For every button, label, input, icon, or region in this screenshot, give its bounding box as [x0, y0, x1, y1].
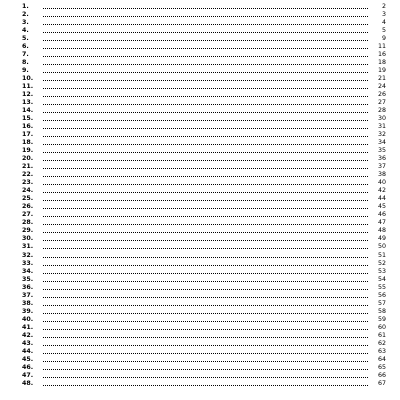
toc-row-dot-leader: [43, 297, 368, 298]
toc-row-title: [40, 99, 42, 107]
toc-row-page-number: 65: [377, 363, 386, 371]
toc-row-number: 35.: [22, 275, 34, 283]
toc-row-dot-leader: [43, 385, 368, 386]
toc-row-dot-leader: [43, 337, 368, 338]
toc-row: [22, 276, 386, 284]
toc-row-dot-leader: [43, 273, 368, 274]
toc-row-title: [40, 139, 42, 147]
toc-row-title: [40, 348, 42, 356]
toc-row-page-number: 37: [377, 163, 386, 171]
toc-row-title: [40, 308, 42, 316]
toc-row: [22, 171, 386, 179]
toc-row: [22, 219, 386, 227]
toc-row-page-number: 57: [377, 299, 386, 307]
toc-row: [22, 284, 386, 292]
toc-row-page-number: 63: [377, 347, 386, 355]
toc-row: [22, 179, 386, 187]
toc-row-page-number: 45: [377, 203, 386, 211]
toc-row-title: [40, 11, 42, 19]
toc-row-number: 34.: [22, 267, 34, 275]
toc-row-number: 1.: [22, 3, 29, 11]
toc-row-page-number: 5: [381, 27, 386, 35]
toc-row-page-number: 62: [377, 339, 386, 347]
toc-row-dot-leader: [43, 24, 368, 25]
toc-row-number: 46.: [22, 363, 34, 371]
toc-row-number: 16.: [22, 123, 34, 131]
toc-row-page-number: 53: [377, 267, 386, 275]
toc-row-dot-leader: [43, 8, 368, 9]
toc-row-dot-leader: [43, 216, 368, 217]
toc-row-title: [40, 35, 42, 43]
toc-row-dot-leader: [43, 48, 368, 49]
toc-row-title: [40, 332, 42, 340]
toc-row-dot-leader: [43, 120, 368, 121]
toc-row-title: [40, 179, 42, 187]
toc-row: [22, 316, 386, 324]
toc-row-number: 7.: [22, 51, 29, 59]
toc-row: [22, 324, 386, 332]
toc-row-dot-leader: [43, 192, 368, 193]
toc-row-page-number: 48: [377, 227, 386, 235]
toc-row-title: [40, 268, 42, 276]
toc-row-dot-leader: [43, 176, 368, 177]
toc-row-dot-leader: [43, 128, 368, 129]
toc-row-page-number: 27: [377, 99, 386, 107]
toc-row-number: 47.: [22, 371, 34, 379]
toc-row-page-number: 24: [377, 83, 386, 91]
toc-row-title: [40, 252, 42, 260]
toc-row: [22, 372, 386, 380]
toc-row-page-number: 46: [377, 211, 386, 219]
toc-row-dot-leader: [43, 64, 368, 65]
toc-row-dot-leader: [43, 56, 368, 57]
toc-row-number: 19.: [22, 147, 34, 155]
toc-row: [22, 99, 386, 107]
toc-row-number: 10.: [22, 75, 34, 83]
toc-row-number: 23.: [22, 179, 34, 187]
toc-row-dot-leader: [43, 168, 368, 169]
toc-row-dot-leader: [43, 40, 368, 41]
toc-row-number: 12.: [22, 91, 34, 99]
toc-row: [22, 300, 386, 308]
toc-row: [22, 3, 386, 11]
toc-row-title: [40, 107, 42, 115]
toc-row-number: 13.: [22, 99, 34, 107]
toc-row-page-number: 4: [381, 19, 386, 27]
toc-row-number: 4.: [22, 27, 29, 35]
toc-row-number: 8.: [22, 59, 29, 67]
toc-row-title: [40, 19, 42, 27]
toc-row-dot-leader: [43, 281, 368, 282]
toc-row-page-number: 49: [377, 235, 386, 243]
toc-row-title: [40, 219, 42, 227]
toc-row-title: [40, 27, 42, 35]
toc-row: [22, 67, 386, 75]
toc-row-number: 44.: [22, 347, 34, 355]
toc-row-number: 11.: [22, 83, 34, 91]
toc-row-dot-leader: [43, 72, 368, 73]
toc-row: [22, 203, 386, 211]
toc-row-number: 32.: [22, 251, 34, 259]
toc-row-number: 30.: [22, 235, 34, 243]
toc-row-title: [40, 115, 42, 123]
toc-row-number: 31.: [22, 243, 34, 251]
toc-row-title: [40, 300, 42, 308]
toc-row-title: [40, 276, 42, 284]
toc-row-number: 14.: [22, 107, 34, 115]
toc-row-number: 42.: [22, 331, 34, 339]
toc-row-number: 24.: [22, 187, 34, 195]
toc-row-page-number: 21: [377, 75, 386, 83]
toc-row-number: 41.: [22, 323, 34, 331]
toc-row-dot-leader: [43, 32, 368, 33]
toc-row-title: [40, 147, 42, 155]
toc-row-title: [40, 243, 42, 251]
toc-row: [22, 380, 386, 388]
toc-row-number: 45.: [22, 355, 34, 363]
toc-row: [22, 292, 386, 300]
toc-row-title: [40, 171, 42, 179]
toc-row-dot-leader: [43, 361, 368, 362]
toc-row-title: [40, 163, 42, 171]
toc-row-page-number: 67: [377, 379, 386, 387]
toc-row-title: [40, 43, 42, 51]
toc-row: [22, 27, 386, 35]
toc-row: [22, 268, 386, 276]
toc-row-title: [40, 203, 42, 211]
toc-row-title: [40, 316, 42, 324]
toc-row-number: 36.: [22, 283, 34, 291]
toc-row-number: 5.: [22, 35, 29, 43]
toc-row-page-number: 3: [381, 11, 386, 19]
toc-row-dot-leader: [43, 200, 368, 201]
toc-row-title: [40, 292, 42, 300]
toc-row: [22, 187, 386, 195]
toc-row-page-number: 36: [377, 155, 386, 163]
toc-row-page-number: 35: [377, 147, 386, 155]
toc-row-title: [40, 195, 42, 203]
toc-row-number: 3.: [22, 19, 29, 27]
toc-row-dot-leader: [43, 104, 368, 105]
toc-row: [22, 364, 386, 372]
toc-row-number: 18.: [22, 139, 34, 147]
toc-row-number: 26.: [22, 203, 34, 211]
toc-row-title: [40, 364, 42, 372]
toc-row-page-number: 9: [381, 35, 386, 43]
toc-row-title: [40, 227, 42, 235]
toc-row-title: [40, 155, 42, 163]
toc-row-number: 40.: [22, 315, 34, 323]
toc-row-page-number: 44: [377, 195, 386, 203]
toc-row-number: 38.: [22, 299, 34, 307]
toc-row-dot-leader: [43, 289, 368, 290]
toc-row: [22, 227, 386, 235]
toc-row: [22, 91, 386, 99]
toc-row: [22, 139, 386, 147]
toc-row-dot-leader: [43, 80, 368, 81]
toc-row-dot-leader: [43, 160, 368, 161]
toc-row-page-number: 60: [377, 323, 386, 331]
toc-row-title: [40, 123, 42, 131]
toc-row: [22, 332, 386, 340]
toc-row-page-number: 19: [377, 67, 386, 75]
toc-row-dot-leader: [43, 329, 368, 330]
toc-row: [22, 123, 386, 131]
toc-row-dot-leader: [43, 377, 368, 378]
toc-row-page-number: 52: [377, 259, 386, 267]
toc-row-title: [40, 380, 42, 388]
toc-row: [22, 340, 386, 348]
toc-row-title: [40, 51, 42, 59]
toc-row-page-number: 54: [377, 275, 386, 283]
toc-row-title: [40, 83, 42, 91]
toc-row-dot-leader: [43, 240, 368, 241]
toc-row: [22, 260, 386, 268]
toc-row: [22, 155, 386, 163]
toc-row-number: 29.: [22, 227, 34, 235]
toc-row-page-number: 18: [377, 59, 386, 67]
toc-row-page-number: 42: [377, 187, 386, 195]
toc-row: [22, 147, 386, 155]
toc-row-number: 33.: [22, 259, 34, 267]
toc-row-page-number: 26: [377, 91, 386, 99]
toc-row-page-number: 31: [377, 123, 386, 131]
toc-row-dot-leader: [43, 88, 368, 89]
toc-row-dot-leader: [43, 321, 368, 322]
toc-row: [22, 348, 386, 356]
toc-list: [22, 3, 386, 388]
toc-row: [22, 107, 386, 115]
toc-row: [22, 35, 386, 43]
toc-row-number: 37.: [22, 291, 34, 299]
toc-row-title: [40, 187, 42, 195]
toc-row: [22, 43, 386, 51]
toc-row-dot-leader: [43, 313, 368, 314]
toc-row-dot-leader: [43, 248, 368, 249]
toc-row: [22, 235, 386, 243]
toc-row-title: [40, 284, 42, 292]
toc-row-page-number: 11: [377, 43, 386, 51]
toc-row-title: [40, 260, 42, 268]
toc-row-dot-leader: [43, 345, 368, 346]
toc-row-page-number: 32: [377, 131, 386, 139]
toc-row-page-number: 16: [377, 51, 386, 59]
toc-row-dot-leader: [43, 16, 368, 17]
toc-row-page-number: 59: [377, 315, 386, 323]
toc-row-dot-leader: [43, 353, 368, 354]
toc-row-dot-leader: [43, 257, 368, 258]
toc-row-number: 43.: [22, 339, 34, 347]
toc-row: [22, 19, 386, 27]
toc-row-page-number: 40: [377, 179, 386, 187]
toc-row-title: [40, 211, 42, 219]
toc-row-page-number: 38: [377, 171, 386, 179]
toc-row-number: 17.: [22, 131, 34, 139]
toc-row-title: [40, 340, 42, 348]
toc-row-number: 22.: [22, 171, 34, 179]
toc-row-dot-leader: [43, 224, 368, 225]
toc-row-page-number: 28: [377, 107, 386, 115]
toc-row-page-number: 50: [377, 243, 386, 251]
toc-row-number: 20.: [22, 155, 34, 163]
toc-row-page-number: 47: [377, 219, 386, 227]
toc-row-number: 21.: [22, 163, 34, 171]
toc-row-title: [40, 3, 42, 11]
toc-row: [22, 59, 386, 67]
toc-row: [22, 83, 386, 91]
toc-row-number: 9.: [22, 67, 29, 75]
toc-row-title: [40, 67, 42, 75]
toc-row-dot-leader: [43, 152, 368, 153]
toc-row-title: [40, 59, 42, 67]
toc-row-title: [40, 75, 42, 83]
toc-row: [22, 163, 386, 171]
toc-row-number: 27.: [22, 211, 34, 219]
toc-row-number: 2.: [22, 11, 29, 19]
toc-row: [22, 308, 386, 316]
toc-row: [22, 243, 386, 251]
toc-row-dot-leader: [43, 136, 368, 137]
toc-row-title: [40, 131, 42, 139]
toc-row: [22, 251, 386, 259]
toc-row-page-number: 56: [377, 291, 386, 299]
toc-row-number: 15.: [22, 115, 34, 123]
toc-row: [22, 11, 386, 19]
toc-row-dot-leader: [43, 232, 368, 233]
toc-row: [22, 131, 386, 139]
toc-row-dot-leader: [43, 208, 368, 209]
toc-row-page-number: 2: [381, 3, 386, 11]
toc-row-page-number: 34: [377, 139, 386, 147]
toc-row-title: [40, 372, 42, 380]
toc-row-dot-leader: [43, 144, 368, 145]
toc-row: [22, 356, 386, 364]
toc-row-number: 28.: [22, 219, 34, 227]
toc-row: [22, 51, 386, 59]
toc-row-number: 25.: [22, 195, 34, 203]
toc-row: [22, 115, 386, 123]
toc-row-page-number: 64: [377, 355, 386, 363]
toc-row-title: [40, 324, 42, 332]
toc-row-number: 48.: [22, 379, 34, 387]
toc-row-dot-leader: [43, 184, 368, 185]
toc-row-dot-leader: [43, 96, 368, 97]
toc-row-dot-leader: [43, 112, 368, 113]
toc-row-page-number: 66: [377, 371, 386, 379]
toc-row-page-number: 55: [377, 283, 386, 291]
toc-row-title: [40, 235, 42, 243]
toc-row: [22, 211, 386, 219]
toc-row: [22, 75, 386, 83]
toc-row: [22, 195, 386, 203]
toc-row-dot-leader: [43, 305, 368, 306]
toc-row-number: 6.: [22, 43, 29, 51]
toc-row-title: [40, 356, 42, 364]
toc-row-dot-leader: [43, 265, 368, 266]
toc-row-page-number: 61: [377, 331, 386, 339]
toc-row-dot-leader: [43, 369, 368, 370]
toc-row-number: 39.: [22, 307, 34, 315]
toc-row-page-number: 58: [377, 307, 386, 315]
toc-row-page-number: 51: [377, 251, 386, 259]
toc-row-page-number: 30: [377, 115, 386, 123]
toc-row-title: [40, 91, 42, 99]
